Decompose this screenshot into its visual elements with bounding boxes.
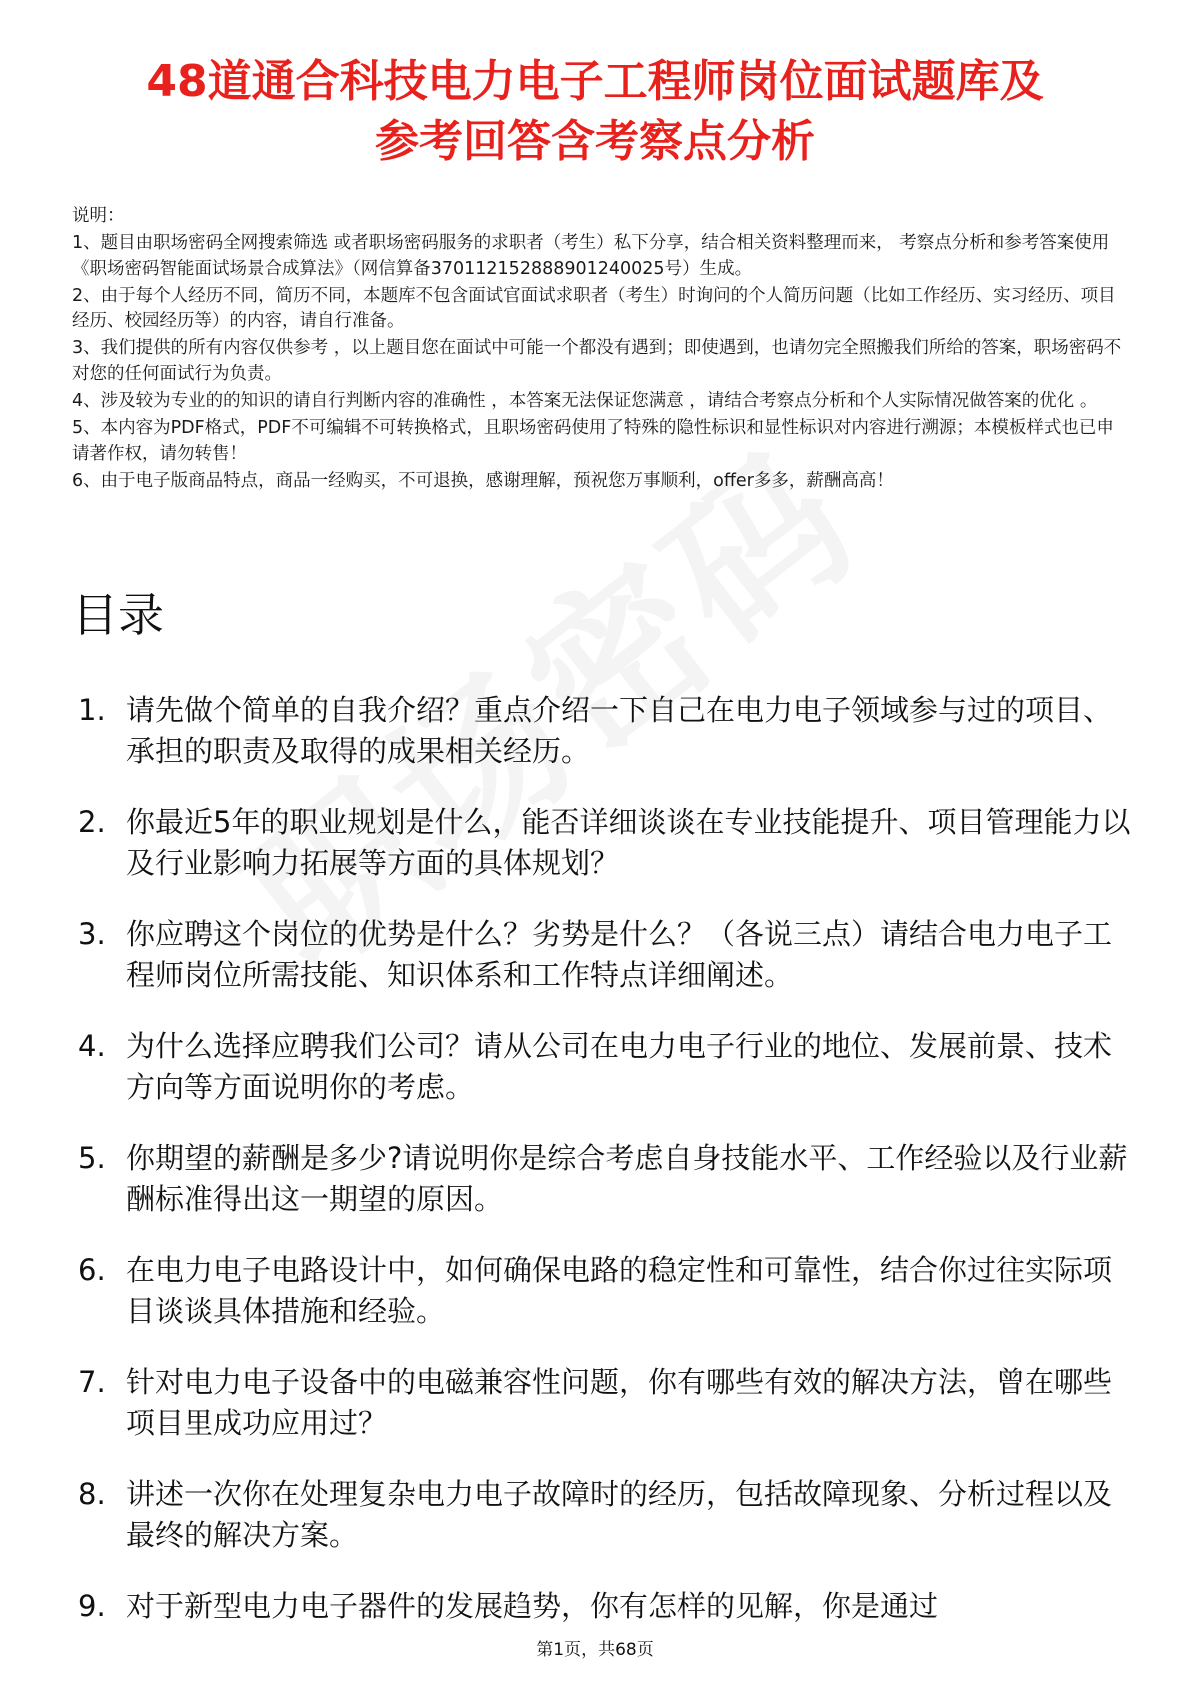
toc-item-number: 1. bbox=[78, 693, 106, 727]
toc-item-text: 你期望的薪酬是多少?请说明你是综合考虑自身技能水平、工作经验以及行业薪酬标准得出这一期望的原因。 bbox=[126, 1141, 1128, 1216]
toc-item[interactable] bbox=[72, 1362, 1132, 1444]
toc-item[interactable] bbox=[72, 914, 1132, 996]
toc-item-text: 你应聘这个岗位的优势是什么？劣势是什么？（各说三点）请结合电力电子工程师岗位所需技能、知识体系和工作特点详细阐述。 bbox=[126, 917, 1113, 992]
toc-item-number: 5. bbox=[78, 1141, 106, 1175]
document-title bbox=[60, 52, 1130, 172]
note-item: 5、本内容为PDF格式，PDF不可编辑不可转换格式，且职场密码使用了特殊的隐性标识和显性标识对内容进行溯源；本模板样式也已申请著作权，请勿转售！ bbox=[72, 418, 1114, 464]
toc-item-number: 3. bbox=[78, 917, 106, 951]
note-item: 6、由于电子版商品特点，商品一经购买，不可退换，感谢理解，预祝您万事顺利，offer多多，薪酬高高！ bbox=[72, 470, 894, 491]
toc-item-number: 2. bbox=[78, 805, 106, 839]
notes-heading: 说明： bbox=[72, 206, 125, 226]
toc-item[interactable] bbox=[72, 690, 1132, 772]
toc-item[interactable] bbox=[72, 1026, 1132, 1108]
toc-item-text: 对于新型电力电子器件的发展趋势，你有怎样的见解，你是通过 bbox=[126, 1589, 939, 1623]
title-line-1: 48道通合科技电力电子工程师岗位面试题库及 bbox=[146, 56, 1044, 107]
toc-item[interactable] bbox=[72, 1138, 1132, 1220]
note-item: 4、涉及较为专业的的知识的请自行判断内容的准确性 ，本答案无法保证您满意 ，请结合考察点分析和个人实际情况做答案的优化 。 bbox=[72, 391, 1098, 412]
toc-item-text: 在电力电子电路设计中，如何确保电路的稳定性和可靠性，结合你过往实际项目谈谈具体措施和经验。 bbox=[126, 1253, 1113, 1328]
toc-item-number: 4. bbox=[78, 1029, 106, 1063]
note-item: 2、由于每个人经历不同，简历不同，本题库不包含面试官面试求职者（考生）时询问的个人简历问题（比如工作经历、实习经历、项目经历、校园经历等）的内容，请自行准备。 bbox=[72, 285, 1116, 332]
toc-item-text: 请先做个简单的自我介绍？重点介绍一下自己在电力电子领域参与过的项目、承担的职责及取得的成果相关经历。 bbox=[126, 693, 1113, 768]
toc-heading: 目录 bbox=[72, 588, 164, 642]
toc-item-text: 为什么选择应聘我们公司？请从公司在电力电子行业的地位、发展前景、技术方向等方面说明你的考虑。 bbox=[126, 1029, 1113, 1104]
toc-item-number: 7. bbox=[78, 1365, 106, 1399]
toc-item-text: 你最近5年的职业规划是什么，能否详细谈谈在专业技能提升、项目管理能力以及行业影响力拓展等方面的具体规划？ bbox=[126, 805, 1131, 880]
toc-item-number: 8. bbox=[78, 1477, 106, 1511]
note-item: 3、我们提供的所有内容仅供参考 ，以上题目您在面试中可能一个都没有遇到；即使遇到，也请勿完全照搬我们所给的答案，职场密码不对您的任何面试行为负责。 bbox=[72, 338, 1122, 385]
page-footer: 第1页，共68页 bbox=[536, 1640, 654, 1660]
toc-item-text: 针对电力电子设备中的电磁兼容性问题，你有哪些有效的解决方法，曾在哪些项目里成功应用过？ bbox=[126, 1365, 1113, 1440]
toc-item-number: 6. bbox=[78, 1253, 106, 1287]
toc-list bbox=[72, 690, 1132, 1657]
note-item: 1、题目由职场密码全网搜索筛选 或者职场密码服务的求职者（考生）私下分享，结合相关资料整理而来， 考察点分析和参考答案使用《职场密码智能面试场景合成算法》（网信算备370112152888901240025号）生成。 bbox=[72, 233, 1110, 279]
toc-item[interactable] bbox=[72, 1474, 1132, 1556]
toc-item-text: 讲述一次你在处理复杂电力电子故障时的经历，包括故障现象、分析过程以及最终的解决方案。 bbox=[126, 1477, 1113, 1552]
notes-section bbox=[72, 204, 1122, 496]
toc-item[interactable] bbox=[72, 1250, 1132, 1332]
toc-item[interactable] bbox=[72, 1586, 1132, 1627]
title-line-2: 参考回答含考察点分析 bbox=[375, 116, 815, 167]
toc-item-number: 9. bbox=[78, 1589, 106, 1623]
toc-item[interactable] bbox=[72, 802, 1132, 884]
